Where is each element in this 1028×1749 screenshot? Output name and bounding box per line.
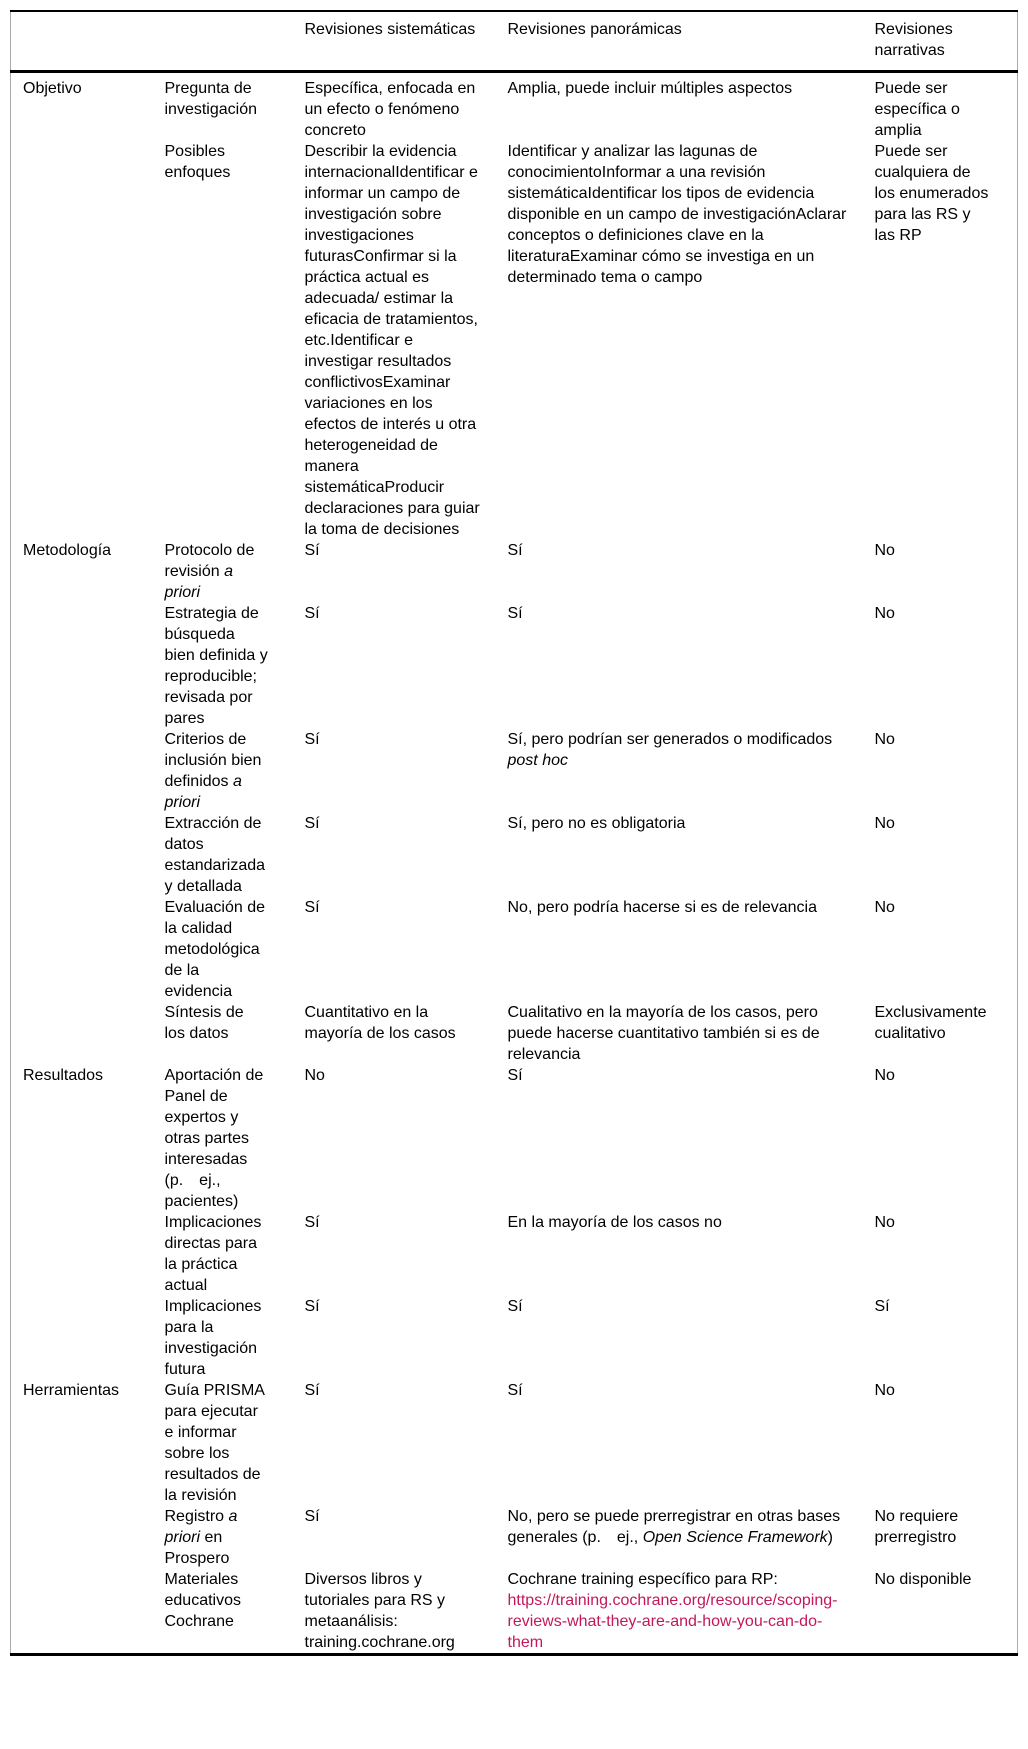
label-cell: Protocolo de revisión a priori — [164, 542, 255, 601]
group-cell — [11, 897, 164, 1002]
rs-cell: Cuantitativo en la mayoría de los casos — [304, 1004, 456, 1042]
table-row — [11, 813, 1018, 897]
rs-cell: Sí — [304, 605, 320, 622]
rn-cell: No — [874, 1067, 895, 1084]
group-cell — [11, 1212, 164, 1296]
cochrane-training-link[interactable]: https://training.cochrane.org/resource/scoping-reviews-what-they-are-and-how-you-can-do-them — [507, 1592, 838, 1651]
rp-cell: Sí — [507, 605, 523, 622]
rp-cell: Sí — [507, 542, 523, 559]
table-row — [11, 1065, 1018, 1212]
label-cell: Extracción de datos estandarizada y detallada — [164, 815, 266, 895]
label-cell: Guía PRISMA para ejecutar e informar sobre los resultados de la revisión — [164, 1382, 265, 1504]
rn-cell: No — [874, 1214, 895, 1231]
rs-cell: Sí — [304, 815, 320, 832]
table-row — [11, 72, 1018, 142]
col-header-group — [11, 11, 164, 72]
label-cell: Registro a priori en Prospero — [164, 1508, 238, 1567]
rn-cell: No — [874, 731, 895, 748]
label-cell: Estrategia de búsqueda bien definida y reproducible; revisada por pares — [164, 605, 268, 727]
rs-cell: Diversos libros y tutoriales para RS y metaanálisis: training.cochrane.org — [304, 1571, 455, 1651]
col-header-revisiones-sistematicas: Revisiones sistemáticas — [304, 11, 507, 72]
rp-cell: Sí — [507, 1067, 523, 1084]
rn-cell: No — [874, 605, 895, 622]
group-cell — [11, 729, 164, 813]
table-row — [11, 141, 1018, 540]
table-row — [11, 1002, 1018, 1065]
rs-cell: Describir la evidencia internacionalIdentificar e informar un campo de investigación sobre investigaciones futurasConfirmar si la práctica actual es adecuada/ estimar la eficacia de tratamientos, etc.Identificar e investigar resultados conflictivosExaminar variaciones en los efectos de interés u otra heterogeneidad de manera sistemáticaProducir declaraciones para guiar la toma de decisiones — [304, 143, 480, 538]
group-cell — [11, 813, 164, 897]
rs-cell: Sí — [304, 1382, 320, 1399]
rp-cell: No, pero podría hacerse si es de relevancia — [507, 899, 818, 916]
col-header-revisiones-narrativas: Revisiones narrativas — [874, 11, 1018, 72]
rp-cell: Sí — [507, 1382, 523, 1399]
rn-cell: No requiere prerregistro — [874, 1508, 959, 1546]
label-cell: Pregunta de investigación — [164, 80, 257, 118]
table-row — [11, 897, 1018, 1002]
group-cell — [11, 1569, 164, 1655]
rn-cell: No — [874, 815, 895, 832]
rp-cell: Identificar y analizar las lagunas de conocimientoInformar a una revisión sistemáticaIdentificar los tipos de evidencia disponible en un campo de investigaciónAclarar conceptos o definiciones clave en la literaturaExaminar cómo se investiga en un determinado tema o campo — [507, 143, 847, 286]
group-cell: Herramientas — [23, 1382, 120, 1399]
rn-cell: Sí — [874, 1298, 890, 1315]
group-cell: Objetivo — [23, 80, 82, 97]
rn-cell: No disponible — [874, 1571, 972, 1588]
rs-cell: Específica, enfocada en un efecto o fenómeno concreto — [304, 80, 476, 139]
label-cell: Implicaciones para la investigación futura — [164, 1298, 262, 1378]
label-cell: Materiales educativos Cochrane — [164, 1571, 241, 1630]
rn-cell: Puede ser cualquiera de los enumerados para las RS y las RP — [874, 143, 989, 244]
rs-cell: Sí — [304, 899, 320, 916]
rs-cell: Sí — [304, 1508, 320, 1525]
label-cell: Implicaciones directas para la práctica actual — [164, 1214, 262, 1294]
table-row — [11, 540, 1018, 603]
table-row — [11, 603, 1018, 729]
rp-cell: No, pero se puede prerregistrar en otras bases generales (p. ej., Open Science Framework) — [507, 1508, 841, 1546]
rp-cell: Amplia, puede incluir múltiples aspectos — [507, 80, 793, 97]
table-row — [11, 1212, 1018, 1296]
rp-cell: Cualitativo en la mayoría de los casos, pero puede hacerse cuantitativo también si es de relevancia — [507, 1004, 820, 1063]
col-header-criteria — [164, 11, 304, 72]
table-row — [11, 729, 1018, 813]
group-cell — [11, 141, 164, 540]
comparison-table-container — [10, 10, 1017, 1656]
rs-cell: Sí — [304, 731, 320, 748]
review-types-comparison-table — [10, 10, 1018, 1656]
group-cell — [11, 1296, 164, 1380]
rp-cell: Cochrane training específico para RP: https://training.cochrane.org/resource/scoping-reviews-what-they-are-and-how-you-can-do-them — [507, 1571, 838, 1651]
rn-cell: Exclusivamente cualitativo — [874, 1004, 987, 1042]
header-row — [11, 11, 1018, 72]
col-header-revisiones-panoramicas: Revisiones panorámicas — [507, 11, 874, 72]
group-cell — [11, 603, 164, 729]
table-row — [11, 1506, 1018, 1569]
label-cell: Criterios de inclusión bien definidos a priori — [164, 731, 262, 811]
rs-cell: No — [304, 1067, 325, 1084]
label-cell: Aportación de Panel de expertos y otras partes interesadas (p. ej., pacientes) — [164, 1067, 264, 1210]
rn-cell: No — [874, 542, 895, 559]
rn-cell: No — [874, 899, 895, 916]
table-row — [11, 1380, 1018, 1506]
group-cell: Metodología — [23, 542, 112, 559]
rp-cell: En la mayoría de los casos no — [507, 1214, 722, 1231]
rs-cell: Sí — [304, 1298, 320, 1315]
rp-cell: Sí — [507, 1298, 523, 1315]
rp-cell: Sí, pero podrían ser generados o modificados post hoc — [507, 731, 833, 769]
label-cell: Síntesis de los datos — [164, 1004, 244, 1042]
group-cell — [11, 1506, 164, 1569]
rp-cell: Sí, pero no es obligatoria — [507, 815, 686, 832]
label-cell: Evaluación de la calidad metodológica de la evidencia — [164, 899, 266, 1000]
rs-cell: Sí — [304, 1214, 320, 1231]
table-row — [11, 1296, 1018, 1380]
table-body — [11, 72, 1018, 1655]
label-cell: Posibles enfoques — [164, 143, 231, 181]
rs-cell: Sí — [304, 542, 320, 559]
group-cell — [11, 1002, 164, 1065]
rn-cell: Puede ser específica o amplia — [874, 80, 960, 139]
group-cell: Resultados — [23, 1067, 104, 1084]
table-row — [11, 1569, 1018, 1655]
rn-cell: No — [874, 1382, 895, 1399]
